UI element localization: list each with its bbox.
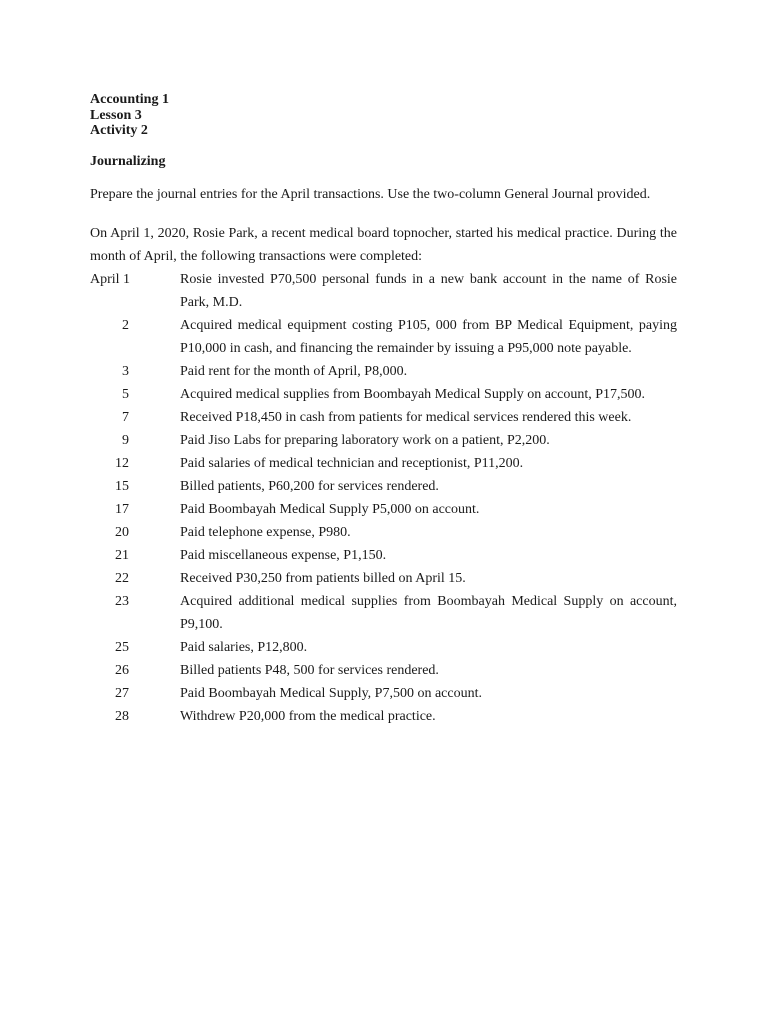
transaction-description: Paid miscellaneous expense, P1,150.: [180, 547, 387, 563]
transaction-date: [90, 383, 180, 406]
transaction-day: 25: [115, 639, 129, 655]
transaction-date: [90, 682, 180, 705]
transaction-date: [90, 659, 180, 682]
transaction-day: 12: [115, 455, 129, 471]
transaction-description: Rosie invested P70,500 personal funds in a new bank account in the name of Rosie Park, M.D.: [180, 271, 677, 310]
transaction-date: [90, 406, 180, 429]
transaction-day: 20: [115, 524, 129, 540]
transaction-date: [90, 498, 180, 521]
transaction-row: [90, 268, 677, 314]
transaction-date: [90, 636, 180, 659]
transaction-row: [90, 498, 677, 521]
transaction-row: [90, 314, 677, 360]
transaction-row: [90, 567, 677, 590]
activity-title: Activity 2: [90, 123, 148, 138]
transaction-date: [90, 360, 180, 383]
transaction-description: Paid salaries, P12,800.: [180, 639, 308, 655]
transaction-day: 9: [122, 432, 129, 448]
lesson-title: Lesson 3: [90, 107, 142, 123]
transaction-row: [90, 705, 677, 728]
transaction-description: Received P30,250 from patients billed on April 15.: [180, 570, 466, 586]
transaction-description: Paid telephone expense, P980.: [180, 524, 351, 540]
document-header: [90, 92, 677, 139]
transaction-description: Paid Boombayah Medical Supply, P7,500 on account.: [180, 685, 482, 701]
transaction-date: [90, 429, 180, 452]
transaction-row: [90, 452, 677, 475]
transaction-day: 2: [122, 317, 129, 333]
transaction-row: [90, 590, 677, 636]
transaction-date: [90, 521, 180, 544]
instructions-paragraph: Prepare the journal entries for the April transactions. Use the two-column General Journal provided.: [90, 186, 651, 202]
transaction-day: 17: [115, 501, 129, 517]
transaction-day: 26: [115, 662, 129, 678]
transaction-row: [90, 429, 677, 452]
transaction-description: Acquired medical supplies from Boombayah Medical Supply on account, P17,500.: [180, 386, 646, 402]
transaction-date: [90, 452, 180, 475]
transaction-row: [90, 659, 677, 682]
transaction-description: Paid rent for the month of April, P8,000.: [180, 363, 408, 379]
transaction-row: [90, 682, 677, 705]
transaction-row: [90, 521, 677, 544]
transaction-day: 7: [122, 409, 129, 425]
transaction-row: [90, 544, 677, 567]
transaction-description: Acquired medical equipment costing P105, 000 from BP Medical Equipment, paying P10,000 in cash, and financing the remainder by issuing a P95,000 note payable.: [180, 317, 677, 356]
transaction-description: Paid salaries of medical technician and receptionist, P11,200.: [180, 455, 524, 471]
transaction-date: [90, 705, 180, 728]
course-title: Accounting 1: [90, 92, 169, 107]
transaction-date: [90, 567, 180, 590]
transaction-day: 28: [115, 708, 129, 724]
transaction-day: 5: [122, 386, 129, 402]
transaction-day: 23: [115, 593, 129, 609]
document-page: [90, 92, 677, 728]
transaction-day: 27: [115, 685, 129, 701]
transaction-description: Withdrew P20,000 from the medical practice.: [180, 708, 436, 724]
transaction-date: [90, 475, 180, 498]
transaction-description: Billed patients, P60,200 for services rendered.: [180, 478, 439, 494]
transaction-description: Acquired additional medical supplies from Boombayah Medical Supply on account, P9,100.: [180, 593, 677, 632]
section-title: Journalizing: [90, 153, 166, 169]
transaction-day: 3: [122, 363, 129, 379]
transaction-list: [90, 268, 677, 728]
transaction-description: Paid Boombayah Medical Supply P5,000 on account.: [180, 501, 480, 517]
transaction-day: 15: [115, 478, 129, 494]
transaction-description: Billed patients P48, 500 for services rendered.: [180, 662, 439, 678]
transaction-date: April 1: [90, 271, 131, 287]
transaction-day: 22: [115, 570, 129, 586]
intro-paragraph: On April 1, 2020, Rosie Park, a recent medical board topnocher, started his medical practice. During the month of April, the following transactions were completed:: [90, 225, 677, 264]
transaction-date: [90, 314, 180, 360]
transaction-row: [90, 636, 677, 659]
transaction-row: [90, 383, 677, 406]
transaction-description: Received P18,450 in cash from patients for medical services rendered this week.: [180, 409, 632, 425]
transaction-date: [90, 544, 180, 567]
transaction-day: 21: [115, 547, 129, 563]
transaction-row: [90, 360, 677, 383]
transaction-date: [90, 590, 180, 636]
transaction-row: [90, 475, 677, 498]
transaction-row: [90, 406, 677, 429]
transaction-description: Paid Jiso Labs for preparing laboratory work on a patient, P2,200.: [180, 432, 550, 448]
